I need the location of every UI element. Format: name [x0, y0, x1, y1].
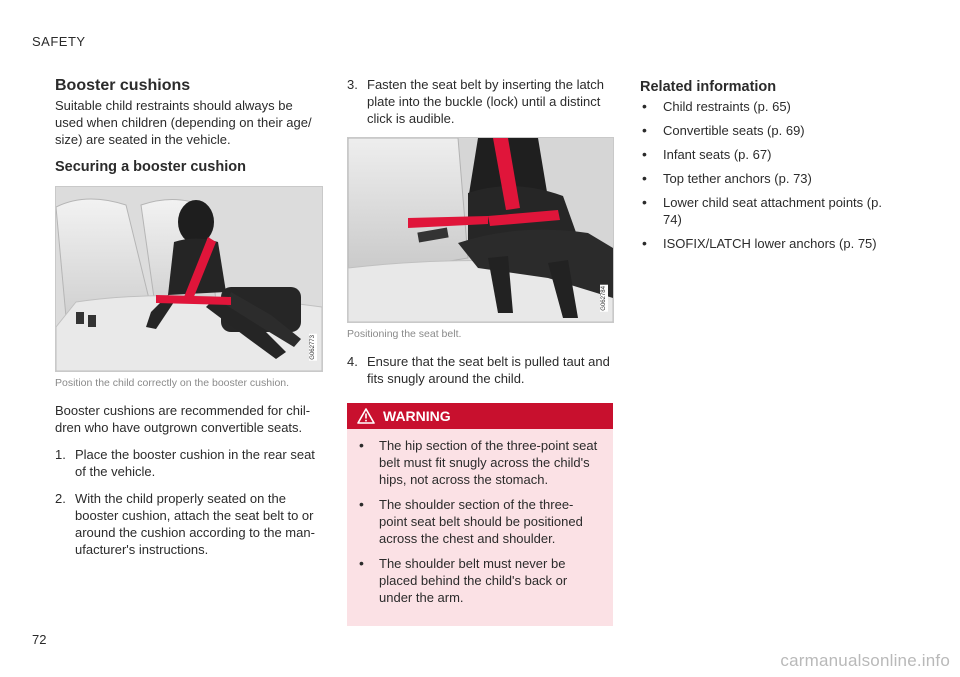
list-item: 4. Ensure that the seat belt is pulled taut and fits snugly around the child.	[347, 354, 610, 386]
column-middle	[347, 76, 613, 626]
steps-list	[347, 353, 613, 387]
warning-triangle-icon	[357, 408, 375, 424]
figure-code: G062784	[601, 286, 607, 311]
page-number: 72	[32, 632, 47, 647]
subsection-title: Securing a booster cushion	[55, 159, 246, 175]
seat-belt-illustration	[347, 137, 614, 323]
related-link[interactable]: • Top tether anchors (p. 73)	[640, 170, 890, 187]
steps-list	[347, 76, 613, 127]
page-title: Booster cushions	[55, 77, 191, 94]
list-item: • The shoulder belt must never be placed behind the child's back or under the arm.	[357, 555, 601, 606]
steps-list	[55, 446, 323, 558]
warning-header	[347, 403, 613, 429]
figure-caption: Positioning the seat belt.	[347, 328, 462, 340]
related-link[interactable]: • Infant seats (p. 67)	[640, 146, 890, 163]
related-title: Related information	[640, 79, 777, 95]
related-link[interactable]: • Convertible seats (p. 69)	[640, 122, 890, 139]
list-item: 2. With the child properly seated on the booster cushion, attach the seat belt to or around the cushion according to the man- ufacturer's instructions.	[55, 491, 315, 557]
section-header: SAFETY	[32, 34, 86, 49]
list-item: • The shoulder section of the three-point seat belt should be positioned across the chest and shoulder.	[357, 496, 601, 547]
related-link[interactable]: • ISOFIX/LATCH lower anchors (p. 75)	[640, 235, 890, 252]
warning-list	[347, 429, 613, 626]
related-link[interactable]: • Lower child seat attachment points (p. 74)	[640, 194, 890, 228]
list-item: 1. Place the booster cushion in the rear seat of the vehicle.	[55, 447, 315, 479]
column-right	[640, 78, 890, 259]
warning-title: WARNING	[383, 408, 451, 424]
booster-cushion-illustration	[55, 186, 323, 372]
figure-caption: Position the child correctly on the booster cushion.	[55, 377, 290, 389]
list-item: • The hip section of the three-point seat belt must fit snugly across the child's hips, not across the stomach.	[357, 437, 601, 488]
intro-text: Suitable child restraints should always be used when children (depending on their age/ size) are seated in the vehicle.	[55, 98, 312, 147]
warning-box	[347, 403, 613, 626]
list-item: 3. Fasten the seat belt by inserting the latch plate into the buckle (lock) until a distinct click is audible.	[347, 77, 605, 126]
figure-code: G062773	[310, 335, 316, 360]
watermark: carmanualsonline.info	[780, 651, 950, 670]
related-link[interactable]: • Child restraints (p. 65)	[640, 98, 890, 115]
related-list	[640, 98, 890, 252]
column-left	[55, 76, 323, 568]
body-text: Booster cushions are recommended for chil- dren who have outgrown convertible seats.	[55, 403, 311, 435]
